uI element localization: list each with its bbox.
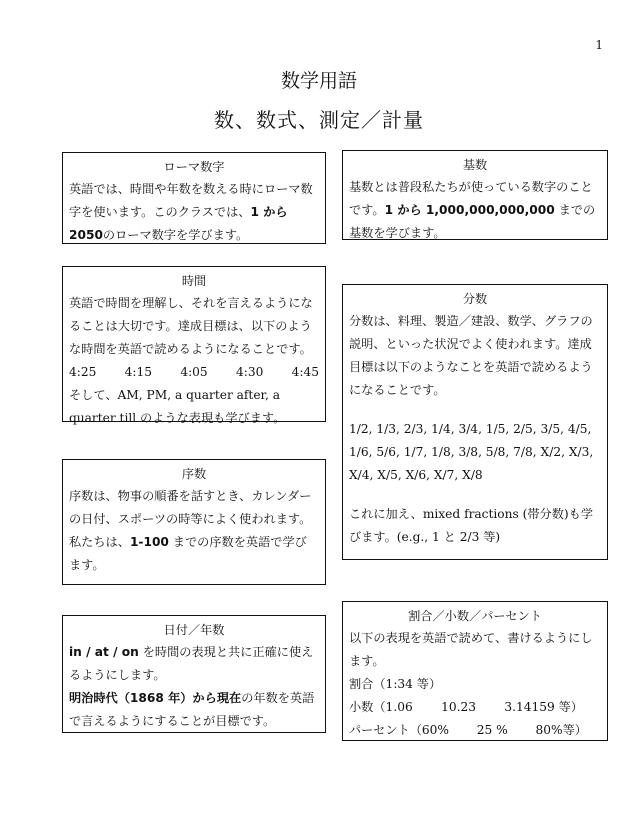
- ordinal-range: 1-100: [129, 535, 169, 549]
- ratio-line: 割合（1:34 等）: [349, 677, 442, 691]
- date-heading: 日付／年数: [163, 623, 225, 637]
- roman-numerals-box: [62, 152, 326, 244]
- date-text-2: 明治時代（1868 年）から現在の年数を英語で言えるようにすることが目標です。: [69, 691, 315, 728]
- roman-range: 1 から 2050: [69, 205, 288, 242]
- page-title: 数学用語: [280, 70, 357, 92]
- prepositions: in / at / on: [69, 645, 139, 659]
- ordinal-numbers-box: [62, 459, 326, 585]
- time-heading: 時間: [181, 274, 207, 288]
- fractions-text-2: これに加え、mixed fractions (帯分数)も学びます。(e.g., 1 と 2/3 等): [349, 507, 594, 544]
- cardinal-range: 1 から 1,000,000,000,000: [384, 203, 555, 217]
- fractions-text: 分数は、料理、製造／建設、数学、グラフの説明、といった状況でよく使われます。達成目標は以下のようなことを英語で読めるようになることです。: [349, 314, 593, 397]
- page-number: 1: [595, 38, 603, 52]
- fractions-box: [342, 284, 608, 560]
- cardinal-numbers-box: [342, 150, 608, 240]
- percent-line: パーセント（60% 25 % 80%等）: [349, 723, 587, 737]
- time-text-2: そして、AM, PM, a quarter after, a quarter till のような表現も学びます。: [69, 388, 286, 425]
- fractions-list: 1/2, 1/3, 2/3, 1/4, 3/4, 1/5, 2/5, 3/5, 4/5, 1/6, 5/6, 1/7, 1/8, 3/8, 5/8, 7/8, X/2, X/3, X/4, X/5, X/6, X/7, X/8: [349, 422, 594, 482]
- era-range: 明治時代（1868 年）から現在: [69, 691, 242, 705]
- date-year-box: [62, 615, 326, 733]
- page-subtitle: 数、数式、測定／計量: [214, 108, 424, 132]
- cardinal-heading: 基数: [462, 158, 488, 172]
- roman-heading: ローマ数字: [163, 160, 225, 174]
- ordinal-heading: 序数: [181, 467, 207, 481]
- time-example: 4:05: [180, 365, 208, 379]
- date-text: in / at / on を時間の表現と共に正確に使えるようにします。: [69, 645, 314, 682]
- time-box: [62, 266, 326, 425]
- cardinal-text: 基数とは普段私たちが使っている数字のことです。1 から 1,000,000,000,000 までの基数を学びます。: [349, 180, 596, 240]
- time-examples: [69, 361, 319, 384]
- ratio-text: 以下の表現を英語で読めて、書けるようにします。: [349, 631, 593, 668]
- time-example: 4:45: [291, 365, 319, 379]
- time-example: 4:25: [69, 365, 97, 379]
- fractions-heading: 分数: [462, 292, 488, 306]
- ratio-decimal-percent-box: [342, 601, 608, 741]
- time-example: 4:30: [235, 365, 264, 379]
- roman-text: 英語では、時間や年数を数える時にローマ数字を使います。このクラスでは、1 から 2050のローマ数字を学びます。: [69, 182, 313, 242]
- ratio-heading: 割合／小数／パーセント: [408, 609, 542, 623]
- ordinal-text: 序数は、物事の順番を話すとき、カレンダーの日付、スポーツの時等によく使われます。私たちは、1-100 までの序数を英語で学びます。: [69, 489, 312, 572]
- time-text: 英語で時間を理解し、それを言えるようになることは大切です。達成目標は、以下のような時間を英語で読めるようになることです。: [69, 296, 313, 356]
- time-example: 4:15: [124, 365, 153, 379]
- decimal-line: 小数（1.06 10.23 3.14159 等）: [349, 700, 583, 714]
